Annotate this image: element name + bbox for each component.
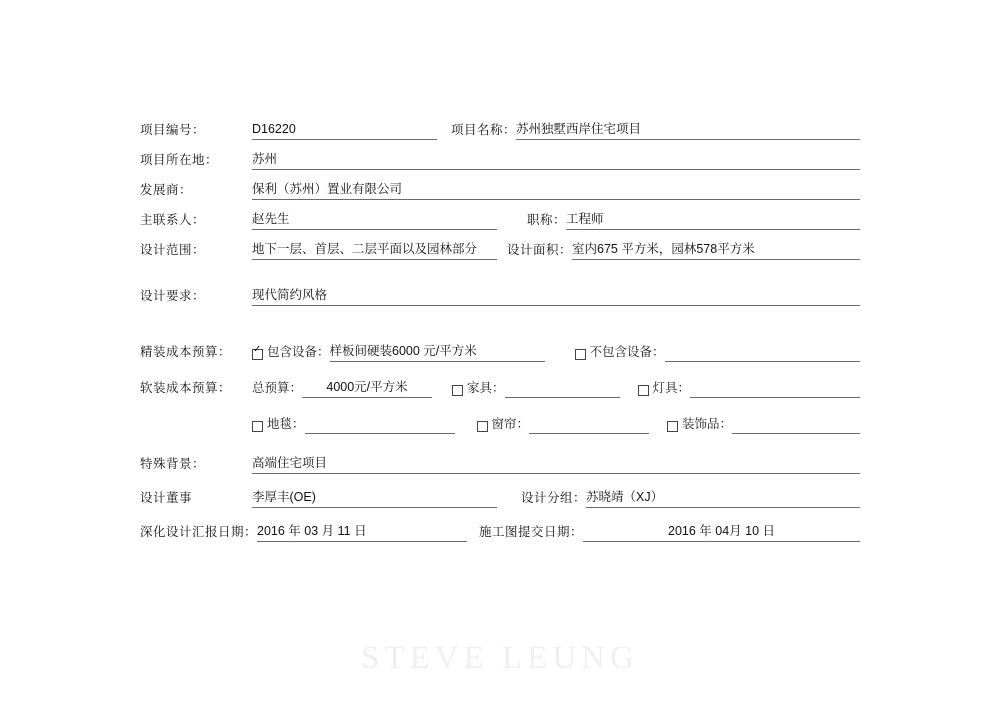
row-scope bbox=[140, 230, 860, 260]
row-contact bbox=[140, 200, 860, 230]
total-budget-label: 总预算： bbox=[252, 381, 303, 395]
project-no-label: 项目编号： bbox=[140, 123, 206, 137]
curtain-value[interactable] bbox=[529, 430, 649, 434]
carpet-checkbox[interactable] bbox=[252, 421, 263, 432]
furniture-value[interactable] bbox=[505, 394, 620, 398]
title-value[interactable]: 工程师 bbox=[566, 212, 860, 230]
scope-value[interactable]: 地下一层、首层、二层平面以及园林部分 bbox=[252, 242, 497, 260]
carpet-label: 地毯： bbox=[267, 417, 305, 431]
project-brief-form bbox=[140, 110, 860, 542]
group-value[interactable]: 苏晓靖（XJ） bbox=[586, 490, 860, 508]
watermark: STEVE LEUNG bbox=[361, 640, 639, 676]
group-label: 设计分组： bbox=[521, 491, 587, 505]
decor-checkbox[interactable] bbox=[667, 421, 678, 432]
curtain-checkbox[interactable] bbox=[477, 421, 488, 432]
director-value[interactable]: 李厚丰(OE) bbox=[252, 490, 497, 508]
title-label: 职称： bbox=[527, 213, 567, 227]
row-soft-budget bbox=[140, 368, 860, 398]
project-no-value[interactable]: D16220 bbox=[252, 122, 437, 140]
submit-date-value[interactable]: 2016 年 04月 10 日 bbox=[583, 524, 860, 542]
background-label: 特殊背景： bbox=[140, 457, 206, 471]
row-director bbox=[140, 478, 860, 508]
director-label: 设计董事 bbox=[140, 491, 193, 505]
carpet-checkbox-group[interactable] bbox=[252, 417, 305, 434]
contact-value[interactable]: 赵先生 bbox=[252, 212, 497, 230]
location-label: 项目所在地： bbox=[140, 153, 219, 167]
spacer-row bbox=[140, 306, 860, 332]
curtain-label: 窗帘： bbox=[491, 417, 530, 431]
area-label: 设计面积： bbox=[507, 243, 573, 257]
requirement-value[interactable]: 现代简约风格 bbox=[252, 288, 860, 306]
fitout-include-checkbox-group[interactable] bbox=[252, 345, 330, 362]
report-date-label: 深化设计汇报日期： bbox=[140, 525, 258, 539]
lighting-checkbox[interactable] bbox=[638, 385, 649, 396]
furniture-checkbox-group[interactable] bbox=[452, 381, 505, 398]
decor-checkbox-group[interactable] bbox=[667, 417, 732, 434]
total-budget-value[interactable]: 4000元/平方米 bbox=[302, 380, 432, 398]
row-background bbox=[140, 444, 860, 474]
furniture-checkbox[interactable] bbox=[452, 385, 463, 396]
row-fitout-budget bbox=[140, 332, 860, 362]
row-developer bbox=[140, 170, 860, 200]
fitout-exclude-value[interactable] bbox=[665, 358, 860, 362]
row-dates bbox=[140, 512, 860, 542]
location-value[interactable]: 苏州 bbox=[252, 152, 860, 170]
row-requirement bbox=[140, 276, 860, 306]
row-soft-items bbox=[140, 404, 860, 434]
decor-value[interactable] bbox=[732, 430, 860, 434]
spacer-row bbox=[140, 260, 860, 276]
soft-items-indent bbox=[140, 431, 252, 434]
background-value[interactable]: 高端住宅项目 bbox=[252, 456, 860, 474]
lighting-value[interactable] bbox=[690, 394, 860, 398]
curtain-checkbox-group[interactable] bbox=[477, 417, 530, 434]
row-project-no bbox=[140, 110, 860, 140]
fitout-exclude-checkbox-group[interactable] bbox=[575, 345, 665, 362]
furniture-label: 家具： bbox=[467, 381, 505, 395]
carpet-value[interactable] bbox=[305, 430, 455, 434]
fitout-budget-label: 精装成本预算： bbox=[140, 345, 232, 359]
soft-budget-label: 软装成本预算： bbox=[140, 381, 232, 395]
developer-label: 发展商： bbox=[140, 183, 193, 197]
submit-date-label: 施工图提交日期： bbox=[479, 525, 584, 539]
row-location bbox=[140, 140, 860, 170]
scope-label: 设计范围： bbox=[140, 243, 206, 257]
report-date-value[interactable]: 2016 年 03 月 11 日 bbox=[257, 524, 467, 542]
decor-label: 装饰品： bbox=[682, 417, 733, 431]
developer-value[interactable]: 保利（苏州）置业有限公司 bbox=[252, 182, 860, 200]
contact-label: 主联系人： bbox=[140, 213, 206, 227]
fitout-exclude-label: 不包含设备： bbox=[589, 345, 665, 359]
lighting-checkbox-group[interactable] bbox=[638, 381, 691, 398]
fitout-exclude-checkbox[interactable] bbox=[575, 349, 586, 360]
fitout-include-checkbox[interactable] bbox=[252, 349, 263, 360]
area-value[interactable]: 室内675 平方米，园林578平方米 bbox=[572, 242, 860, 260]
fitout-include-label: 包含设备： bbox=[267, 345, 330, 359]
project-name-value[interactable]: 苏州独墅西岸住宅项目 bbox=[516, 122, 860, 140]
fitout-include-value[interactable]: 样板间硬装6000 元/平方米 bbox=[330, 344, 545, 362]
requirement-label: 设计要求： bbox=[140, 289, 206, 303]
lighting-label: 灯具： bbox=[652, 381, 691, 395]
spacer-row bbox=[140, 434, 860, 444]
project-name-label: 项目名称： bbox=[451, 123, 517, 137]
